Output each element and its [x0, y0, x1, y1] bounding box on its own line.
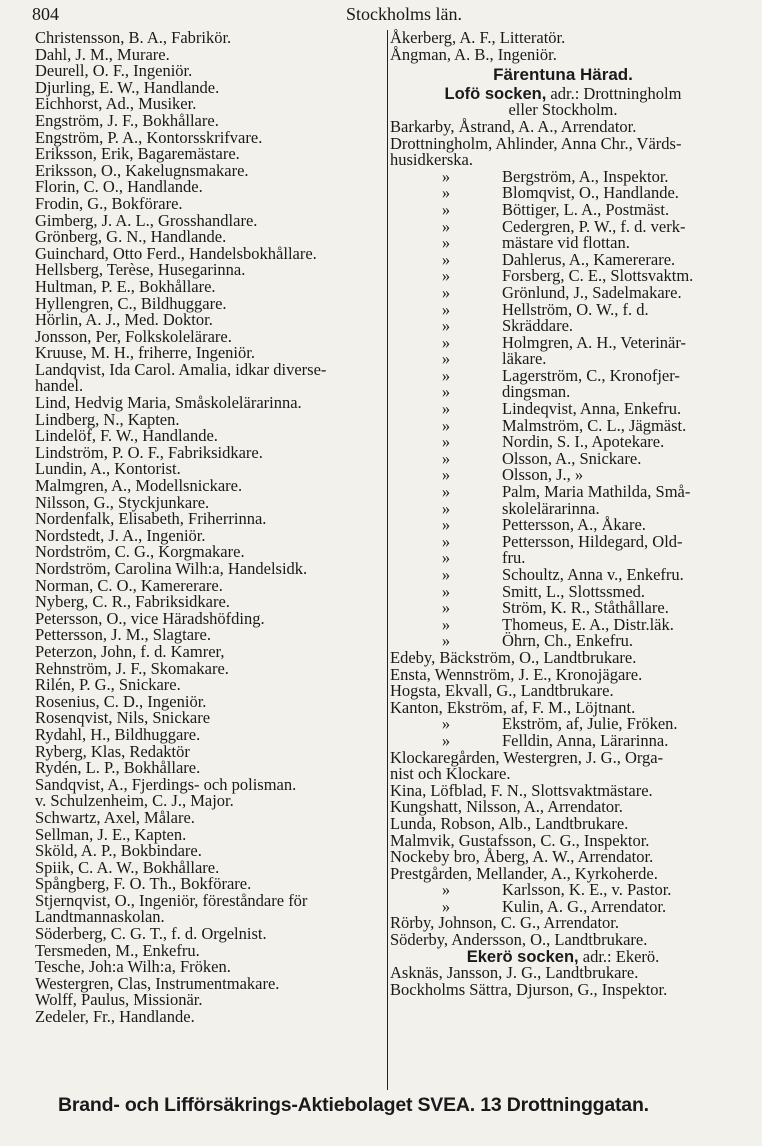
- entry-text: Gimberg, J. A. L., Grosshandlare.: [35, 210, 258, 230]
- directory-entry: [388, 531, 738, 551]
- district-heading: Färentuna Härad.: [493, 65, 633, 85]
- ditto-mark: »: [441, 498, 451, 518]
- entry-text: Djurling, E. W., Handlande.: [35, 77, 220, 97]
- entry-text: Lunda, Robson, Alb., Landtbrukare.: [390, 813, 629, 833]
- entry-text: handel.: [35, 376, 84, 396]
- entry-text: Kulin, A. G., Arrendator.: [502, 896, 667, 916]
- entry-text: husidkerska.: [390, 150, 473, 170]
- entry-text: Christensson, B. A., Fabrikör.: [35, 28, 232, 47]
- ditto-mark: »: [441, 332, 451, 352]
- entry-text: Öhrn, Ch., Enkefru.: [502, 631, 634, 651]
- entry-text: Bergström, A., Inspektor.: [502, 166, 669, 186]
- parish-name: Ekerö socken,: [466, 947, 579, 966]
- entry-text: Norman, C. O., Kamererare.: [35, 575, 223, 595]
- entry-text: Rosenqvist, Nils, Snickare: [35, 708, 211, 728]
- ditto-mark: »: [441, 415, 451, 435]
- entry-text: Palm, Maria Mathilda, Små-: [502, 482, 691, 502]
- entry-text: Landqvist, Ida Carol. Amalia, idkar diverse-: [35, 359, 327, 379]
- entry-text: Petersson, O., vice Häradshöfding.: [35, 608, 265, 628]
- entry-text: Malmvik, Gustafsson, C. G., Inspektor.: [390, 830, 650, 850]
- parish-alt-address: eller Stockholm.: [508, 100, 618, 120]
- ditto-mark: »: [441, 199, 451, 219]
- ditto-mark: »: [441, 548, 451, 568]
- entry-text: Pettersson, A., Åkare.: [502, 515, 646, 535]
- entry-text: Kruuse, M. H., friherre, Ingeniör.: [35, 343, 255, 363]
- entry-text: Olsson, J., »: [502, 465, 584, 485]
- entry-text: Ström, K. R., Ståthållare.: [502, 598, 669, 618]
- entry-text: Stjernqvist, O., Ingeniör, föreståndare för: [35, 890, 308, 910]
- entry-text: Karlsson, K. E., v. Pastor.: [502, 880, 672, 900]
- entry-text: Sköld, A. P., Bokbindare.: [35, 841, 202, 861]
- entry-text: Guinchard, Otto Ferd., Handelsbokhållare.: [35, 243, 317, 263]
- entry-text: Thomeus, E. A., Distr.läk.: [502, 614, 674, 634]
- directory-entry: [388, 979, 738, 999]
- directory-entry: [35, 359, 385, 379]
- entry-text: Prestgården, Mellander, A., Kyrkoherde.: [390, 863, 658, 883]
- entry-text: Rilén, P. G., Snickare.: [35, 675, 181, 695]
- ditto-mark: »: [441, 896, 451, 916]
- entry-text: Sandqvist, A., Fjerdings- och polisman.: [35, 774, 297, 794]
- entry-text: Eriksson, O., Kakelugnsmakare.: [35, 160, 249, 180]
- entry-text: mästare vid flottan.: [502, 233, 630, 253]
- entry-text: Kanton, Ekström, af, F. M., Löjtnant.: [390, 697, 636, 717]
- entry-text: Grönberg, G. N., Handlande.: [35, 227, 227, 247]
- entry-text: Rörby, Johnson, C. G., Arrendator.: [390, 913, 620, 933]
- entry-text: Rehnström, J. F., Skomakare.: [35, 658, 229, 678]
- entry-text: Hyllengren, C., Bildhuggare.: [35, 293, 227, 313]
- entry-text: Smitt, L., Slottssmed.: [502, 581, 646, 601]
- entry-text: Dahl, J. M., Murare.: [35, 44, 170, 64]
- ditto-mark: »: [441, 216, 451, 236]
- ditto-mark: »: [441, 581, 451, 601]
- entry-text: läkare.: [502, 349, 547, 369]
- entry-text: Forsberg, C. E., Slottsvaktm.: [502, 266, 694, 286]
- entry-text: Florin, C. O., Handlande.: [35, 177, 203, 197]
- parish-name: Lofö socken,: [444, 84, 547, 103]
- ditto-mark: »: [441, 448, 451, 468]
- ditto-mark: »: [441, 382, 451, 402]
- entry-text: Skräddare.: [502, 316, 574, 336]
- page-title: Stockholms län.: [346, 4, 462, 24]
- entry-text: dingsman.: [502, 382, 571, 402]
- entry-text: Schoultz, Anna v., Enkefru.: [502, 565, 684, 584]
- ditto-mark: »: [441, 531, 451, 551]
- entry-text: Söderberg, C. G. T., f. d. Orgelnist.: [35, 924, 267, 944]
- page-header: [30, 4, 730, 30]
- entry-text: Åkerberg, A. F., Litteratör.: [390, 28, 566, 47]
- entry-text: Eriksson, Erik, Bagaremästare.: [35, 144, 240, 164]
- ditto-mark: »: [441, 730, 451, 750]
- entry-text: Holmgren, A. H., Veterinär-: [502, 332, 687, 352]
- entry-text: Schwartz, Axel, Målare.: [35, 807, 195, 827]
- directory-entry: [388, 332, 738, 352]
- ditto-mark: »: [441, 166, 451, 186]
- entry-text: nist och Klockare.: [390, 764, 511, 784]
- entry-text: Asknäs, Jansson, J. G., Landtbrukare.: [390, 963, 639, 983]
- entry-text: Nordin, S. I., Apotekare.: [502, 432, 665, 452]
- entry-text: Ryberg, Klas, Redaktör: [35, 741, 190, 761]
- ditto-mark: »: [441, 515, 451, 535]
- entry-text: Drottningholm, Ahlinder, Anna Chr., Värds-: [390, 133, 682, 153]
- entry-text: Spångberg, F. O. Th., Bokförare.: [35, 874, 252, 894]
- entry-text: Hellsberg, Terèse, Husegarinna.: [35, 260, 246, 280]
- ditto-mark: »: [441, 233, 451, 253]
- ditto-mark: »: [441, 565, 451, 584]
- ditto-mark: »: [441, 316, 451, 336]
- entry-text: Lind, Hedvig Maria, Småskolelärarinna.: [35, 393, 302, 413]
- entry-text: Hogsta, Ekvall, G., Landtbrukare.: [390, 681, 614, 701]
- entry-text: Hultman, P. E., Bokhållare.: [35, 276, 216, 296]
- entry-text: Frodin, G., Bokförare.: [35, 193, 183, 213]
- entry-text: Westergren, Clas, Instrumentmakare.: [35, 973, 280, 993]
- directory-entry: [388, 932, 738, 949]
- ditto-mark: »: [441, 183, 451, 203]
- entry-text: Nordström, C. G., Korgmakare.: [35, 542, 245, 562]
- ditto-mark: »: [441, 349, 451, 369]
- left-column: [35, 30, 385, 1026]
- entry-text: Felldin, Anna, Lärarinna.: [502, 730, 669, 750]
- directory-entry: [388, 44, 738, 64]
- entry-text: Nockeby bro, Åberg, A. W., Arrendator.: [390, 847, 654, 867]
- ditto-mark: »: [441, 266, 451, 286]
- right-column: [387, 30, 738, 1090]
- entry-text: Lagerström, C., Kronofjer-: [502, 365, 680, 385]
- entry-text: Tersmeden, M., Enkefru.: [35, 940, 200, 960]
- entry-text: Olsson, A., Snickare.: [502, 448, 642, 468]
- entry-text: Landtmannaskolan.: [35, 907, 165, 927]
- entry-text: Nilsson, G., Styckjunkare.: [35, 492, 210, 512]
- entry-text: Rydahl, H., Bildhuggare.: [35, 724, 201, 744]
- entry-text: Kina, Löfblad, F. N., Slottsvaktmästare.: [390, 780, 653, 800]
- entry-text: Nordstedt, J. A., Ingeniör.: [35, 525, 206, 545]
- footer-advertisement: Brand- och Lifförsäkrings-Aktiebolaget SVEA. 13 Drottninggatan.: [58, 1094, 649, 1116]
- ditto-mark: »: [441, 365, 451, 385]
- entry-text: Cedergren, P. W., f. d. verk-: [502, 216, 686, 236]
- entry-text: Rosenius, C. D., Ingeniör.: [35, 691, 207, 711]
- entry-text: Malmström, C. L., Jägmäst.: [502, 415, 687, 435]
- parish-address: adr.: Drottningholm: [546, 83, 682, 103]
- entry-text: Ekström, af, Julie, Fröken.: [502, 714, 678, 734]
- entry-text: Peterzon, John, f. d. Kamrer,: [35, 641, 225, 661]
- entry-text: Tesche, Joh:a Wilh:a, Fröken.: [35, 957, 231, 977]
- entry-text: Nordström, Carolina Wilh:a, Handelsidk.: [35, 559, 308, 578]
- entry-text: Hellström, O. W., f. d.: [502, 299, 649, 319]
- entry-text: Nyberg, C. R., Fabriksidkare.: [35, 592, 230, 612]
- entry-text: Pettersson, Hildegard, Old-: [502, 531, 683, 551]
- entry-text: Engström, P. A., Kontorsskrifvare.: [35, 127, 263, 147]
- entry-text: fru.: [502, 548, 526, 568]
- entry-text: Malmgren, A., Modellsnickare.: [35, 476, 243, 496]
- ditto-mark: »: [441, 631, 451, 651]
- entry-text: Ensta, Wennström, J. E., Kronojägare.: [390, 664, 643, 684]
- entry-text: Dahlerus, A., Kamererare.: [502, 249, 676, 269]
- entry-text: Bockholms Sättra, Djurson, G., Inspektor.: [390, 979, 668, 999]
- page-number: 804: [32, 4, 59, 24]
- entry-text: Engström, J. F., Bokhållare.: [35, 110, 219, 130]
- ditto-mark: »: [441, 598, 451, 618]
- entry-text: Böttiger, L. A., Postmäst.: [502, 199, 670, 219]
- entry-text: Hörlin, A. J., Med. Doktor.: [35, 310, 213, 330]
- ditto-mark: »: [441, 714, 451, 734]
- entry-text: Söderby, Andersson, O., Landtbrukare.: [390, 930, 648, 950]
- entry-text: Barkarby, Åstrand, A. A., Arrendator.: [390, 116, 637, 136]
- entry-text: Kungshatt, Nilsson, A., Arrendator.: [390, 797, 623, 817]
- ditto-mark: »: [441, 482, 451, 502]
- entry-text: Lindelöf, F. W., Handlande.: [35, 426, 218, 446]
- entry-text: v. Schulzenheim, C. J., Major.: [35, 791, 234, 811]
- entry-text: Nordenfalk, Elisabeth, Friherrinna.: [35, 509, 267, 529]
- entry-text: Ångman, A. B., Ingeniör.: [390, 44, 557, 64]
- entry-text: Blomqvist, O., Handlande.: [502, 183, 679, 203]
- entry-text: Edeby, Bäckström, O., Landtbrukare.: [390, 647, 637, 667]
- ditto-mark: »: [441, 282, 451, 302]
- ditto-mark: »: [441, 299, 451, 319]
- ditto-mark: »: [441, 465, 451, 485]
- entry-text: Pettersson, J. M., Slagtare.: [35, 625, 211, 645]
- entry-text: Lindberg, N., Kapten.: [35, 409, 180, 429]
- entry-text: Rydén, L. P., Bokhållare.: [35, 758, 201, 778]
- ditto-mark: »: [441, 399, 451, 419]
- entry-text: skolelärarinna.: [502, 498, 600, 518]
- entry-text: Lindström, P. O. F., Fabriksidkare.: [35, 442, 263, 462]
- entry-text: Klockaregården, Westergren, J. G., Orga-: [390, 747, 664, 767]
- entry-text: Lindeqvist, Anna, Enkefru.: [502, 399, 682, 419]
- entry-text: Eichhorst, Ad., Musiker.: [35, 94, 197, 114]
- entry-text: Sellman, J. E., Kapten.: [35, 824, 187, 844]
- ditto-mark: »: [441, 249, 451, 269]
- entry-text: Deurell, O. F., Ingeniör.: [35, 61, 193, 81]
- parish-address: adr.: Ekerö.: [578, 946, 660, 966]
- entry-text: Wolff, Paulus, Missionär.: [35, 990, 203, 1010]
- entry-text: Grönlund, J., Sadelmakare.: [502, 282, 682, 302]
- entry-text: Jonsson, Per, Folkskolelärare.: [35, 326, 232, 346]
- ditto-mark: »: [441, 432, 451, 452]
- ditto-mark: »: [441, 880, 451, 900]
- entry-text: Zedeler, Fr., Handlande.: [35, 1007, 195, 1027]
- entry-text: Lundin, A., Kontorist.: [35, 459, 181, 479]
- directory-entry: [35, 1009, 385, 1026]
- ditto-mark: »: [441, 614, 451, 634]
- entry-text: Spiik, C. A. W., Bokhållare.: [35, 857, 220, 877]
